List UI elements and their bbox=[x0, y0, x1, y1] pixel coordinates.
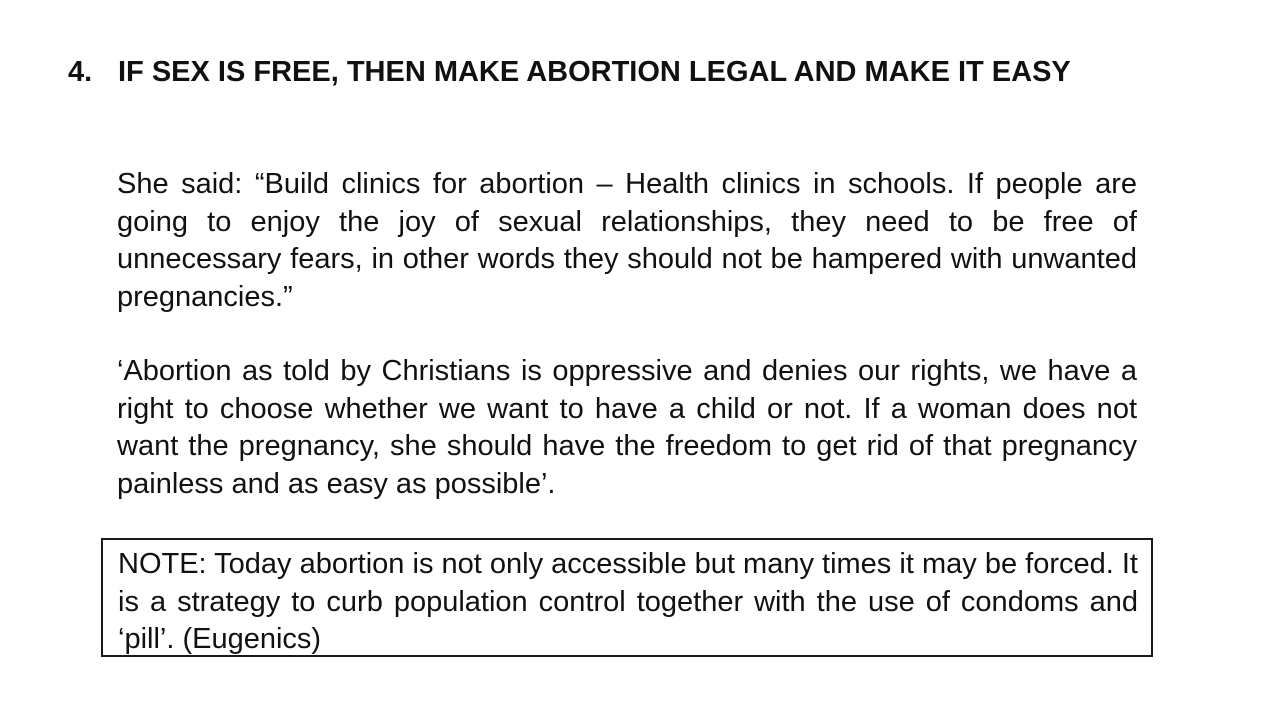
section-number: 4. bbox=[68, 56, 93, 88]
section-heading bbox=[68, 54, 1148, 90]
note-box bbox=[101, 538, 1153, 657]
abortion-paragraph: ‘Abortion as told by Christians is oppressive and denies our rights, we have a right to choose whether we want to have a child or not. If a woman does not want the pregnancy, she should have the freedom to get rid of that pregnancy painless and as easy as possible’. bbox=[117, 355, 1137, 500]
section-title: IF SEX IS FREE, THEN MAKE ABORTION LEGAL AND MAKE IT EASY bbox=[118, 56, 1071, 88]
note-text: NOTE: Today abortion is not only accessible but many times it may be forced. It is a strategy to curb population control together with the use of condoms and ‘pill’. (Eugenics) bbox=[118, 548, 1138, 655]
quote-paragraph: She said: “Build clinics for abortion – Health clinics in schools. If people are going to enjoy the joy of sexual relationships, they need to be free of unnecessary fears, in other words they should not be hampered with unwanted pregnancies.” bbox=[117, 168, 1137, 313]
